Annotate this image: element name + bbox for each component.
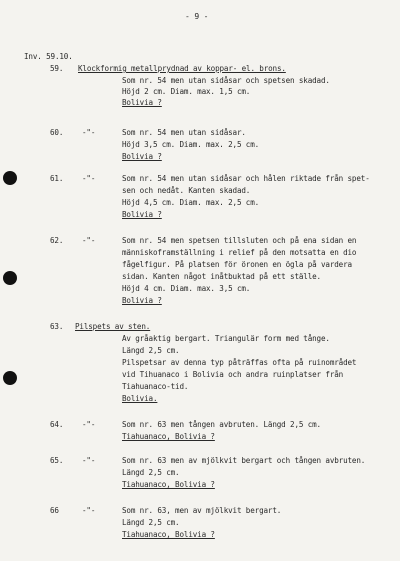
ditto-mark: -"- (82, 506, 96, 515)
entry-number: 64. (50, 420, 64, 429)
ditto-mark: -"- (82, 236, 96, 245)
entry-number: 59. (50, 64, 64, 73)
entry-location: Tiahuanaco, Bolivia ? (122, 480, 215, 489)
entry-line: Höjd 2 cm. Diam. max. 1,5 cm. (122, 87, 251, 96)
entry-line: Som nr. 63 men tången avbruten. Längd 2,5 cm. (122, 420, 321, 429)
entry-line: Som nr. 63, men av mjölkvit bergart. (122, 506, 282, 515)
punch-hole (3, 271, 17, 285)
entry-line: fågelfigur. På platsen för öronen en ögla på vardera (122, 260, 352, 269)
entry-line: sidan. Kanten något inåtbuktad på ett ställe. (122, 272, 321, 281)
ditto-mark: -"- (82, 456, 96, 465)
entry-line: Längd 2,5 cm. (122, 468, 180, 477)
ditto-mark: -"- (82, 420, 96, 429)
entry-location: Bolivia ? (122, 152, 162, 161)
entry-line: människoframställning i relief på den motsatta en dio (122, 248, 357, 257)
entry-line: Som nr. 54 men utan sidåsar och hålen riktade från spet- (122, 174, 370, 183)
entry-line: Höjd 4 cm. Diam. max. 3,5 cm. (122, 284, 251, 293)
entry-number: 66 (50, 506, 59, 515)
entry-title: Pilspets av sten. (75, 322, 151, 331)
entry-line: Tiahuanaco-tid. (122, 382, 189, 391)
entry-location: Bolivia ? (122, 98, 162, 107)
entry-location: Tiahuanaco, Bolivia ? (122, 432, 215, 441)
ditto-mark: -"- (82, 128, 96, 137)
entry-line: Längd 2,5 cm. (122, 518, 180, 527)
punch-hole (3, 371, 17, 385)
entry-line: Som nr. 54 men spetsen tillsluten och på ena sidan en (122, 236, 357, 245)
entry-number: 61. (50, 174, 64, 183)
punch-hole (3, 171, 17, 185)
entry-line: Längd 2,5 cm. (122, 346, 180, 355)
entry-number: 63. (50, 322, 64, 331)
entry-title: Klockformig metallprydnad av koppar- el. brons. (78, 64, 286, 73)
inventory-number: Inv. 59.10. (24, 52, 73, 61)
entry-number: 62. (50, 236, 64, 245)
entry-line: Som nr. 54 men utan sidåsar och spetsen skadad. (122, 76, 330, 85)
entry-line: Höjd 4,5 cm. Diam. max. 2,5 cm. (122, 198, 260, 207)
entry-location: Bolivia ? (122, 210, 162, 219)
entry-line: Av gråaktig bergart. Triangulär form med tånge. (122, 334, 330, 343)
ditto-mark: -"- (82, 174, 96, 183)
entry-line: Som nr. 63 men av mjölkvit bergart och tången avbruten. (122, 456, 366, 465)
entry-number: 60. (50, 128, 64, 137)
entry-line: Pilspetsar av denna typ påträffas ofta på ruinområdet (122, 358, 357, 367)
entry-line: sen och nedåt. Kanten skadad. (122, 186, 251, 195)
entry-line: vid Tihuanaco i Bolivia och andra ruinplatser från (122, 370, 344, 379)
entry-location: Bolivia. (122, 394, 158, 403)
entry-location: Tiahuanaco, Bolivia ? (122, 530, 215, 539)
entry-line: Höjd 3,5 cm. Diam. max. 2,5 cm. (122, 140, 260, 149)
page-number: - 9 - (185, 12, 209, 21)
entry-number: 65. (50, 456, 64, 465)
entry-location: Bolivia ? (122, 296, 162, 305)
entry-line: Som nr. 54 men utan sidåsar. (122, 128, 246, 137)
